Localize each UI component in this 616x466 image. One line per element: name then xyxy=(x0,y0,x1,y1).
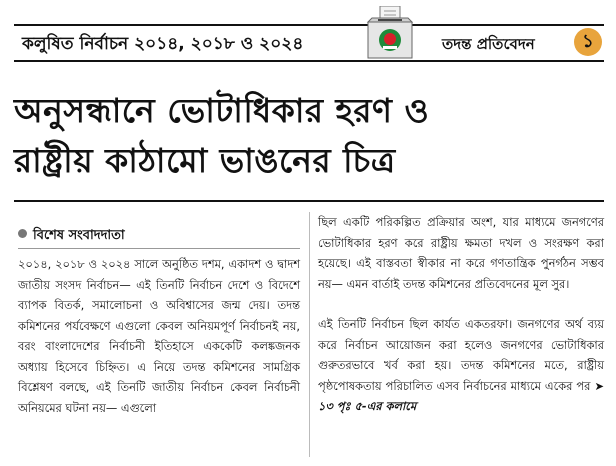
series-subtitle: তদন্ত প্রতিবেদন xyxy=(442,35,535,53)
continuation-link[interactable]: ➤ ১৩ পৃঃ ৫-এর কলামে xyxy=(318,378,604,413)
byline-text: বিশেষ সংবাদদাতা xyxy=(33,228,125,243)
body-paragraph xyxy=(318,314,604,417)
body-column-right xyxy=(318,212,604,417)
body-paragraph-text: এই তিনটি নির্বাচন ছিল কার্যত একতরফা। জনগণের অর্থ ব্যয় করে নির্বাচন আয়োজন করা হলেও জনগণের ভোটাধিকার গুরুতরভাবে খর্ব করা হয়। তদন্ত কমিশনের মতে, রাষ্ট্রীয় পৃষ্ঠপোষকতায় পরিচালিত এসব নির্বাচনের মাধ্যমে একের পর xyxy=(318,317,604,393)
bullet-icon xyxy=(18,229,27,238)
body-paragraph: ছিল একটি পরিকল্পিত প্রক্রিয়ার অংশ, যার মাধ্যমে জনগণের ভোটাধিকার হরণ করে রাষ্ট্রীয় ক্ষমতা দখল ও সংরক্ষণ করা হয়েছে। এই বাস্তবতা স্বীকার না করে গণতান্ত্রিক পুনর্গঠন সম্ভব নয়— এমন বার্তাই তদন্ত কমিশনের প্রতিবেদনের মূল সুর। xyxy=(318,215,604,291)
series-header xyxy=(14,24,604,62)
body-column-left xyxy=(18,254,300,418)
body-paragraph: ২০১৪, ২০১৮ ও ২০২৪ সালে অনুষ্ঠিত দশম, একাদশ ও দ্বাদশ জাতীয় সংসদ নির্বাচন— এই তিনটি নির্বাচন দেশে ও বিদেশে ব্যাপক বিতর্ক, সমালোচনা ও অবিশ্বাসের জন্ম দেয়। তদন্ত কমিশনের পর্যবেক্ষণে এগুলো কেবল অনিয়মপূর্ণ নির্বাচনই নয়, বরং বাংলাদেশের নির্বাচনী ইতিহাসে এককেটি কলঙ্কজনক অধ্যায় হিসেবে চিহ্নিত। এ নিয়ে তদন্ত কমিশনের সামগ্রিক বিশ্লেষণ বলছে, এই তিনটি জাতীয় নির্বাচন কেবল নির্বাচনী অনিয়মের ঘটনা নয়— এগুলো xyxy=(18,257,300,415)
series-title: কলুষিত নির্বাচন ২০১৪, ২০১৮ ও ২০২৪ xyxy=(22,34,304,54)
headline-divider xyxy=(14,200,604,202)
byline xyxy=(18,226,125,247)
column-divider xyxy=(309,212,310,457)
emblem-inner xyxy=(384,33,396,45)
headline-line-1: অনুসন্ধানে ভোটাধিকার হরণ ও xyxy=(14,91,430,130)
headline xyxy=(14,86,604,186)
ballot-box-icon xyxy=(366,6,414,60)
byline-divider xyxy=(18,248,300,249)
headline-line-2: রাষ্ট্রীয় কাঠামো ভাঙনের চিত্র xyxy=(14,141,396,180)
series-number-badge: ১ xyxy=(574,28,602,56)
